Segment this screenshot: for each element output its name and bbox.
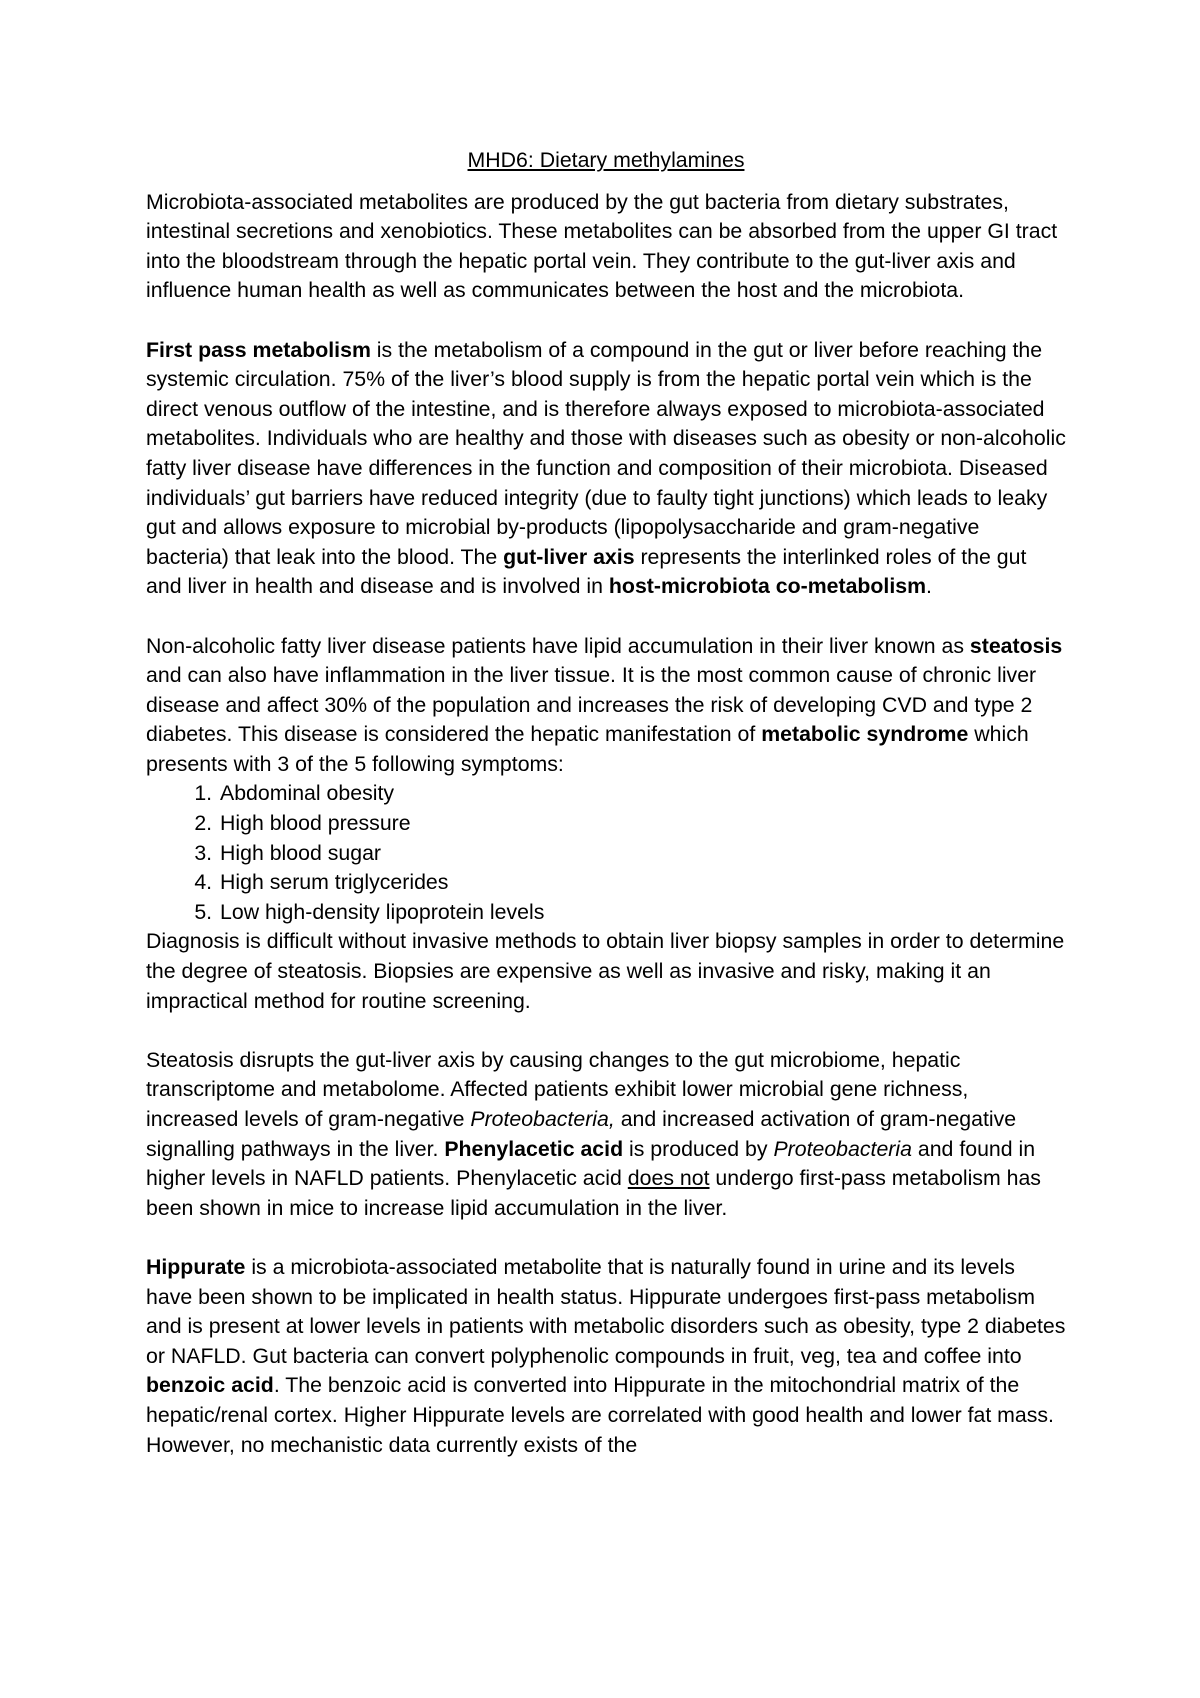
paragraph-text: which presents with 3 of the 5 following symptoms:: [146, 722, 1029, 776]
document-page: [146, 146, 1066, 1460]
italic-proteobacteria: Proteobacteria: [773, 1136, 912, 1161]
list-item: 2. High blood pressure: [218, 809, 1066, 839]
term-first-pass-metabolism: First pass metabolism: [146, 337, 371, 362]
paragraph-first-pass: [146, 336, 1066, 602]
paragraph-text: is a microbiota-associated metabolite that is naturally found in urine and its levels have been shown to be implicated in health status. Hippurate undergoes first-pass metabolism and is present at lower levels in patients with metabolic disorders such as obesity, type 2 diabetes or NAFLD. Gut bacteria can convert polyphenolic compounds in fruit, veg, tea and coffee into: [146, 1254, 1066, 1368]
document-title: MHD6: Dietary methylamines: [467, 148, 745, 172]
paragraph-text: and increased activation of gram-negative signalling pathways in the liver.: [146, 1107, 1017, 1161]
italic-proteobacteria: Proteobacteria,: [470, 1107, 615, 1131]
list-item: 3. High blood sugar: [218, 839, 1066, 869]
paragraph-intro: Microbiota-associated metabolites are produced by the gut bacteria from dietary substrates, intestinal secretions and xenobiotics. These metabolites can be absorbed from the upper GI tract into the bloodstream through the hepatic portal vein. They contribute to the gut-liver axis and influence human health as well as communicates between the host and the microbiota.: [146, 189, 1058, 303]
term-steatosis: steatosis: [969, 633, 1063, 658]
list-item: 1. Abdominal obesity: [218, 779, 1066, 809]
paragraph-text: .: [926, 574, 932, 599]
list-item: 5. Low high-density lipoprotein levels: [218, 898, 1066, 928]
paragraph-steatosis: [146, 1046, 1066, 1224]
paragraph-diagnosis: Diagnosis is difficult without invasive methods to obtain liver biopsy samples in order to determine the degree of steatosis. Biopsies are expensive as well as invasive and risky, making it an impractical method for routine screening.: [146, 929, 1065, 1013]
term-co-metabolism: host-microbiota co-metabolism: [608, 574, 927, 599]
symptom-list: [146, 779, 1066, 927]
paragraph-hippurate: [146, 1253, 1066, 1460]
paragraph-text: Non-alcoholic fatty liver disease patients have lipid accumulation in their liver known as: [146, 633, 970, 658]
paragraph-text: represents the interlinked roles of the gut and liver in health and disease and is involved in: [146, 544, 1027, 599]
paragraph-nafld: [146, 632, 1066, 780]
underline-does-not: does not: [627, 1166, 710, 1191]
term-metabolic-syndrome: metabolic syndrome: [761, 722, 969, 747]
paragraph-text: and found in higher levels in NAFLD patients. Phenylacetic acid: [146, 1136, 1036, 1191]
paragraph-text: and can also have inflammation in the liver tissue. It is the most common cause of chronic liver disease and affect 30% of the population and increases the risk of developing CVD and type 2 diabetes. This disease is considered the hepatic manifestation of: [146, 663, 1037, 747]
paragraph-text: . The benzoic acid is converted into Hippurate in the mitochondrial matrix of the hepatic/renal cortex. Higher Hippurate levels are correlated with good health and lower fat mass. However, no mechanistic data currently exists of the: [146, 1373, 1054, 1457]
term-benzoic-acid: benzoic acid: [146, 1373, 274, 1398]
paragraph-text: Steatosis disrupts the gut-liver axis by causing changes to the gut microbiome, hepatic transcriptome and metabolome. Affected patients exhibit lower microbial gene richness, increased levels of gram-negative: [146, 1047, 969, 1131]
term-hippurate: Hippurate: [146, 1254, 246, 1279]
term-gut-liver-axis: gut-liver axis: [503, 544, 635, 569]
paragraph-text: undergo first-pass metabolism has been shown in mice to increase lipid accumulation in the liver.: [146, 1166, 1041, 1220]
paragraph-text: is produced by: [623, 1136, 774, 1161]
list-item: 4. High serum triglycerides: [218, 868, 1066, 898]
term-phenylacetic-acid: Phenylacetic acid: [444, 1136, 624, 1161]
paragraph-text: is the metabolism of a compound in the gut or liver before reaching the systemic circulation. 75% of the liver’s blood supply is from the hepatic portal vein which is the direct venous outflow of the intestine, and is therefore always exposed to microbiota-associated metabolites. Individuals who are healthy and those with diseases such as obesity or non-alcoholic fatty liver disease have differences in the function and composition of their microbiota. Diseased individuals’ gut barriers have reduced integrity (due to faulty tight junctions) which leads to leaky gut and allows exposure to microbial by-products (lipopolysaccharide and gram-negative bacteria) that leak into the blood. The: [146, 337, 1066, 569]
